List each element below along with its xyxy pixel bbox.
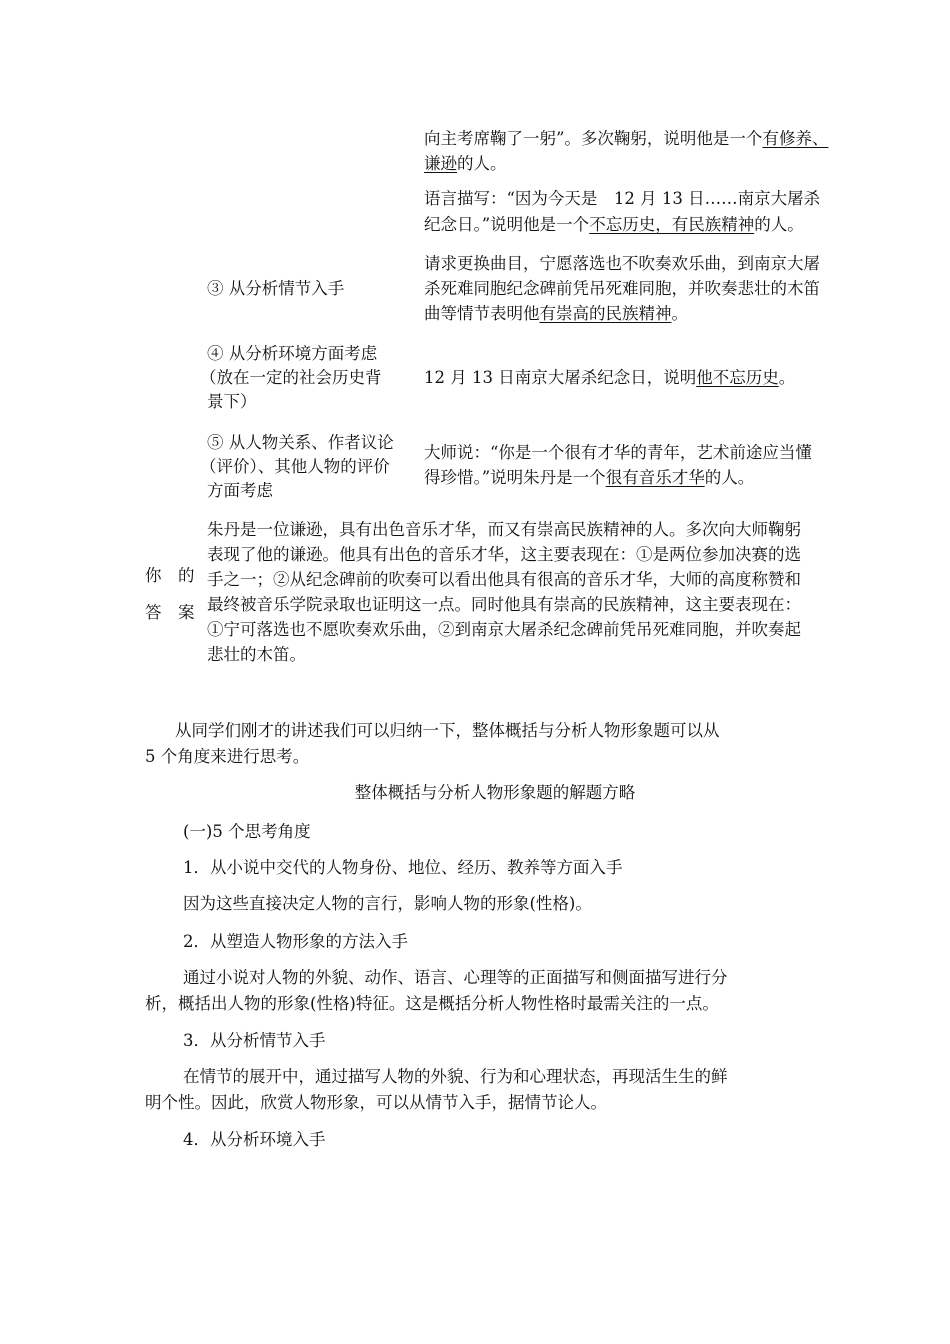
answer-line-5: ①宁可落选也不愿吹奏欢乐曲，②到南京大屠杀纪念碑前凭吊死难同胞，并吹奏起 xyxy=(207,620,801,639)
underlined-text: 不忘历史，有民族精神 xyxy=(589,215,755,234)
answer-label-line1: 你 的 xyxy=(145,566,195,585)
row3-content-line1: 请求更换曲目，宁愿落选也不吹奏欢乐曲，到南京大屠 xyxy=(424,254,820,273)
row5-content-line2 xyxy=(424,466,894,490)
table-cell-bow-cont xyxy=(424,152,894,176)
table-cell-language-cont xyxy=(424,213,894,237)
row4-label-line3: 景下） xyxy=(207,392,257,411)
answer-line-4: 最终被音乐学院录取也证明这一点。同时他具有崇高的民族精神，这主要表现在： xyxy=(207,595,801,614)
cell-text: 得珍惜。”说明朱丹是一个 xyxy=(424,468,606,487)
row4-label-line2: （放在一定的社会历史背 xyxy=(200,368,382,387)
section-heading: 整体概括与分析人物形象题的解题方略 xyxy=(354,783,636,802)
item1-text: 因为这些直接决定人物的言行，影响人物的形象(性格)。 xyxy=(183,894,592,913)
row3-label: ③ 从分析情节入手 xyxy=(207,279,345,298)
cell-text: 曲等情节表明他 xyxy=(424,304,540,323)
table-cell-bow xyxy=(424,127,894,151)
item4-heading: 4．从分析环境入手 xyxy=(183,1130,326,1149)
item3-text-line1: 在情节的展开中，通过描写人物的外貌、行为和心理状态，再现活生生的鲜 xyxy=(183,1067,728,1086)
item1-heading: 1．从小说中交代的人物身份、地位、经历、教养等方面入手 xyxy=(183,858,623,877)
answer-line-6: 悲壮的木笛。 xyxy=(207,645,306,664)
summary-line1: 从同学们刚才的讲述我们可以归纳一下，整体概括与分析人物形象题可以从 xyxy=(175,721,720,740)
row5-content-line1: 大师说：“你是一个很有才华的青年，艺术前途应当懂 xyxy=(424,443,812,462)
item2-heading: 2．从塑造人物形象的方法入手 xyxy=(183,932,408,951)
row3-content-line3 xyxy=(424,302,894,326)
answer-line-1: 朱丹是一位谦逊，具有出色音乐才华，而又有崇高民族精神的人。多次向大师鞠躬 xyxy=(207,520,801,539)
item3-text-line2: 明个性。因此，欣赏人物形象，可以从情节入手，据情节论人。 xyxy=(145,1093,607,1112)
row3-content-line2: 杀死难同胞纪念碑前凭吊死难同胞，并吹奏悲壮的木笛 xyxy=(424,279,820,298)
table-cell-language: 语言描写：“因为今天是 12 月 13 日……南京大屠杀 xyxy=(424,189,821,208)
item2-text-line2: 析，概括出人物的形象(性格)特征。这是概括分析人物性格时最需关注的一点。 xyxy=(145,994,719,1013)
cell-text: 向主考席鞠了一躬”。多次鞠躬，说明他是一个 xyxy=(424,129,763,148)
cell-text: 的人。 xyxy=(457,154,507,173)
cell-text: 的人。 xyxy=(704,468,755,487)
cell-text: 纪念日。”说明他是一个 xyxy=(424,215,590,234)
underlined-text: 有崇高的民族精神 xyxy=(539,304,672,323)
row5-label-line3: 方面考虑 xyxy=(207,481,273,500)
underlined-text: 有修养、 xyxy=(762,129,829,148)
answer-label-line2: 答 案 xyxy=(145,603,195,622)
row4-label-line1: ④ 从分析环境方面考虑 xyxy=(207,344,378,363)
summary-line2: 5 个角度来进行思考。 xyxy=(145,747,310,766)
underlined-text: 谦逊 xyxy=(424,154,457,173)
row4-content xyxy=(424,366,894,390)
subheading-angles: (一)5 个思考角度 xyxy=(183,822,311,841)
underlined-text: 很有音乐才华 xyxy=(605,468,705,487)
cell-text: 的人。 xyxy=(754,215,804,234)
cell-text: 。 xyxy=(671,304,688,323)
answer-line-3: 手之一；②从纪念碑前的吹奏可以看出他具有很高的音乐才华，大师的高度称赞和 xyxy=(207,570,801,589)
cell-text: 。 xyxy=(778,368,796,387)
row5-label-line1: ⑤ 从人物关系、作者议论 xyxy=(207,433,394,452)
item3-heading: 3．从分析情节入手 xyxy=(183,1031,326,1050)
cell-text: 12 月 13 日南京大屠杀纪念日，说明 xyxy=(424,368,697,387)
answer-line-2: 表现了他的谦逊。他具有出色的音乐才华，这主要表现在：①是两位参加决赛的选 xyxy=(207,545,801,564)
underlined-text: 他不忘历史 xyxy=(696,368,779,387)
item2-text-line1: 通过小说对人物的外貌、动作、语言、心理等的正面描写和侧面描写进行分 xyxy=(183,968,728,987)
row5-label-line2: （评价）、其他人物的评价 xyxy=(200,457,390,476)
